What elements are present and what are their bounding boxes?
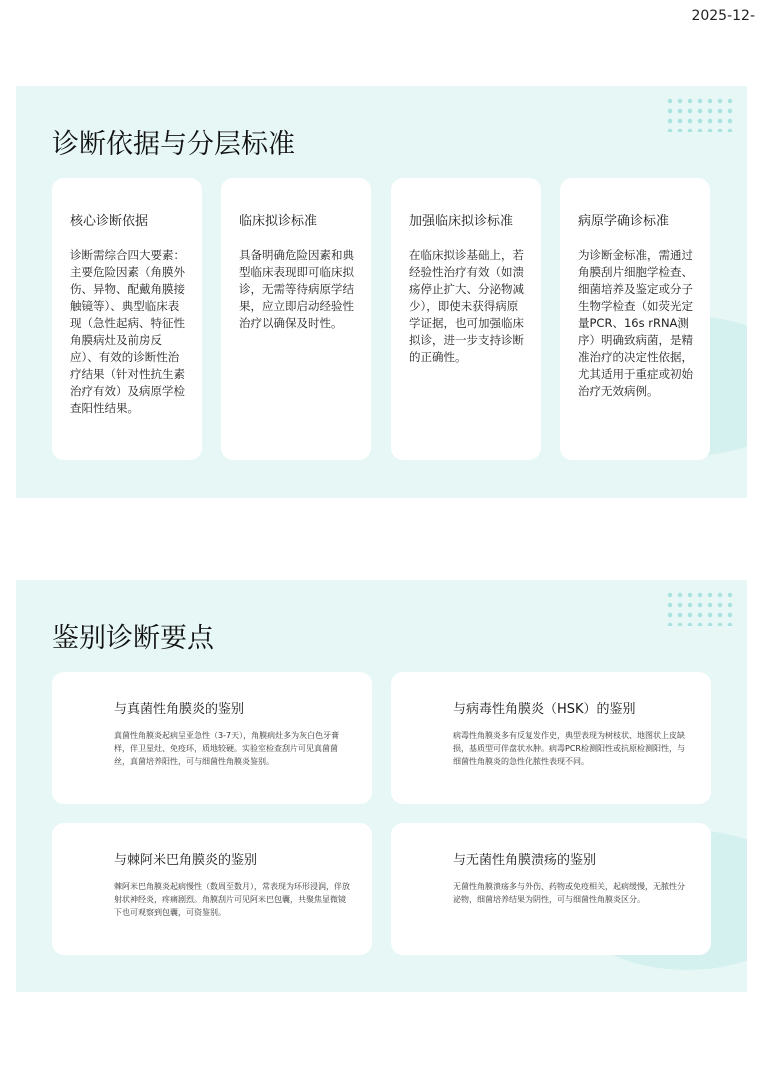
card-heading: 病原学确诊标准 (578, 214, 670, 229)
card-viral-keratitis (391, 672, 711, 804)
decorative-dots (665, 590, 737, 626)
card-body: 棘阿米巴角膜炎起病慢性（数周至数月），常表现为环形浸润，伴放射状神经炎，疼痛剧烈。角膜刮片可见阿米巴包囊，共聚焦显微镜下也可观察到包囊，可资鉴别。 (114, 882, 350, 917)
card-sterile-ulcer (391, 823, 711, 955)
decorative-dots (665, 96, 737, 132)
card-heading: 与无菌性角膜溃疡的鉴别 (453, 853, 597, 868)
card-heading: 核心诊断依据 (70, 214, 149, 229)
card-heading: 与棘阿米巴角膜炎的鉴别 (114, 853, 258, 868)
card-body: 为诊断金标准，需通过角膜刮片细胞学检查、细菌培养及鉴定或分子生物学检查（如荧光定量PCR、16s rRNA测序）明确致病菌，是精准治疗的决定性依据，尤其适用于重症或初始治疗无效病例。 (578, 248, 693, 398)
card-body: 具备明确危险因素和典型临床表现即可临床拟诊，无需等待病原学结果，应立即启动经验性治疗以确保及时性。 (239, 248, 354, 330)
card-etiological-confirmation (560, 178, 710, 460)
card-heading: 加强临床拟诊标准 (409, 214, 514, 229)
card-acanthamoeba-keratitis (52, 823, 372, 955)
slide-title: 诊断依据与分层标准 (52, 129, 295, 160)
card-heading: 与病毒性角膜炎（HSK）的鉴别 (453, 702, 636, 717)
card-body: 真菌性角膜炎起病呈亚急性（3-7天），角膜病灶多为灰白色牙膏样，伴卫星灶、免疫环，质地较硬。实验室检查刮片可见真菌菌丝，真菌培养阳性，可与细菌性角膜炎鉴别。 (114, 731, 340, 766)
card-clinical-presumptive (221, 178, 371, 460)
card-heading: 与真菌性角膜炎的鉴别 (114, 702, 245, 717)
slide-title: 鉴别诊断要点 (52, 623, 214, 654)
card-body: 无菌性角膜溃疡多与外伤、药物或免疫相关，起病缓慢，无脓性分泌物，细菌培养结果为阴性，可与细菌性角膜炎区分。 (453, 882, 685, 904)
differential-diagnosis-slide (16, 580, 747, 992)
card-body: 在临床拟诊基础上，若经验性治疗有效（如溃疡停止扩大、分泌物减少），即使未获得病原学证据，也可加强临床拟诊，进一步支持诊断的正确性。 (409, 248, 524, 364)
card-body: 诊断需综合四大要素：主要危险因素（角膜外伤、异物、配戴角膜接触镜等）、典型临床表现（急性起病、特征性角膜病灶及前房反应）、有效的诊断性治疗结果（针对性抗生素治疗有效）及病原学检查阳性结果。 (70, 248, 185, 415)
card-body: 病毒性角膜炎多有反复发作史，典型表现为树枝状、地图状上皮缺损，基质型可伴盘状水肿。病毒PCR检测阳性或抗原检测阳性，与细菌性角膜炎的急性化脓性表现不同。 (453, 731, 685, 766)
card-fungal-keratitis (52, 672, 372, 804)
diagnosis-criteria-slide (16, 86, 747, 498)
page-date: 2025-12- (691, 8, 755, 24)
card-enhanced-presumptive (391, 178, 541, 460)
card-core-criteria (52, 178, 202, 460)
card-heading: 临床拟诊标准 (239, 214, 318, 229)
